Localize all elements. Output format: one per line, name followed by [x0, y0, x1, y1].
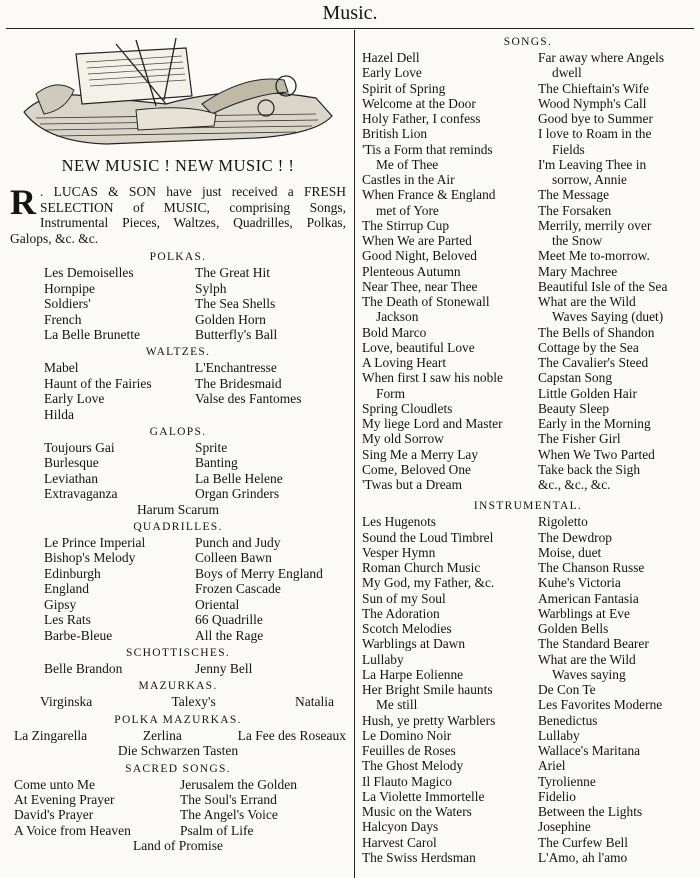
- list-item: My old Sorrow: [362, 431, 444, 447]
- list-item: Harvest Carol: [362, 834, 437, 850]
- list-item: Spirit of Spring: [362, 80, 446, 96]
- list-item: 'Twas but a Dream: [362, 477, 463, 492]
- list-item: Bold Marco: [362, 324, 427, 340]
- list-item: Cottage by the Sea: [538, 339, 639, 355]
- list-item: Waves saying: [552, 666, 626, 682]
- list-item: The Soul's Errand: [180, 791, 277, 807]
- new-music-banner: NEW MUSIC ! NEW MUSIC ! !: [61, 156, 295, 175]
- list-item: The Sea Shells: [195, 296, 276, 312]
- list-item: I'm Leaving Thee in: [538, 156, 647, 172]
- list-item: Vesper Hymn: [362, 544, 436, 560]
- list-item: French: [44, 311, 82, 327]
- list-item: Early Love: [44, 391, 105, 407]
- list-item: sorrow, Annie: [552, 172, 628, 187]
- list-item: Me of Thee: [376, 156, 439, 172]
- list-item: Beautiful Isle of the Sea: [538, 278, 668, 294]
- list-item: Warblings at Eve: [538, 605, 630, 621]
- list-item: Rigoletto: [538, 514, 588, 530]
- list-item: Good Night, Beloved: [362, 248, 477, 264]
- list-item: Hush, ye pretty Warblers: [362, 712, 496, 728]
- list-item: Early in the Morning: [538, 416, 651, 431]
- right-column: [362, 32, 694, 865]
- list-item: Sound the Loud Timbrel: [362, 529, 494, 545]
- page-title: Music.: [322, 2, 378, 24]
- list-item: Leviathan: [44, 470, 98, 486]
- list-item: Golden Horn: [195, 311, 266, 327]
- music-engraving-illustration: [16, 34, 338, 152]
- list-item: The Dewdrop: [538, 529, 612, 545]
- list-item: Sylph: [195, 280, 227, 296]
- list-item: What are the Wild: [538, 294, 636, 309]
- list-item: Lullaby: [538, 727, 580, 743]
- section-heading-mazurkas: MAZURKAS.: [138, 680, 218, 693]
- list-item: Belle Brandon: [44, 660, 123, 676]
- list-item: Come unto Me: [14, 776, 95, 792]
- list-item: Oriental: [195, 596, 240, 612]
- list-item: Music on the Waters: [362, 804, 472, 819]
- list-item: Fidelio: [538, 788, 576, 804]
- list-item: Roman Church Music: [362, 560, 481, 575]
- list-item: Come, Beloved One: [362, 461, 471, 477]
- list-item: Golden Bells: [538, 621, 609, 636]
- list-item: Colleen Bawn: [195, 550, 272, 566]
- list-item: Sprite: [195, 440, 228, 456]
- list-item: Lullaby: [362, 651, 404, 667]
- list-item: When France & England: [362, 187, 496, 203]
- list-item: La Zingarella: [14, 727, 88, 743]
- list-item: Soldiers': [44, 296, 91, 312]
- intro-paragraph: [10, 184, 346, 246]
- list-item: What are the Wild: [538, 651, 636, 667]
- list-item: The Ghost Melody: [362, 758, 464, 774]
- list-item: Feuilles de Roses: [362, 743, 456, 758]
- list-item: The Message: [538, 187, 610, 203]
- list-item: Good bye to Summer: [538, 111, 653, 126]
- list-item: Le Domino Noir: [362, 727, 452, 743]
- list-item: Les Favorites Moderne: [538, 697, 663, 713]
- list-item: My liege Lord and Master: [362, 416, 503, 431]
- list-item: David's Prayer: [14, 807, 94, 823]
- list-item: Le Prince Imperial: [44, 535, 146, 551]
- list-item: Barbe-Bleue: [44, 627, 113, 643]
- list-item: Meet Me to-morrow.: [538, 248, 650, 264]
- list-item: Punch and Judy: [195, 535, 281, 551]
- list-item: 'Tis a Form that reminds: [362, 141, 493, 157]
- list-item: Edinburgh: [44, 565, 101, 581]
- list-item: Jerusalem the Golden: [180, 776, 297, 792]
- list-item: The Death of Stonewall: [362, 294, 490, 309]
- list-item: Mabel: [44, 360, 79, 376]
- list-item: Josephine: [538, 819, 591, 835]
- list-item: Gipsy: [44, 596, 77, 612]
- list-item: Plenteous Autumn: [362, 263, 461, 279]
- waltzes-list: [10, 360, 346, 422]
- list-item: Between the Lights: [538, 804, 643, 819]
- list-item: Il Flauto Magico: [362, 773, 453, 789]
- drop-cap: R: [10, 182, 36, 222]
- list-item: La Harpe Eolienne: [362, 666, 464, 682]
- list-item: [195, 407, 346, 422]
- list-item: Wallace's Maritana: [538, 743, 641, 758]
- list-item: Les Demoiselles: [44, 265, 134, 281]
- list-item: Natalia: [295, 694, 334, 710]
- list-item: Welcome at the Door: [362, 95, 476, 111]
- list-item: Ariel: [538, 758, 566, 774]
- list-item: Jenny Bell: [195, 660, 253, 676]
- list-item: Extravaganza: [44, 486, 118, 502]
- list-item: Kuhe's Victoria: [538, 575, 621, 591]
- list-item: The Curfew Bell: [538, 834, 628, 850]
- section-heading-sacred-songs: SACRED SONGS.: [125, 762, 231, 775]
- list-item: 66 Quadrille: [195, 612, 263, 628]
- list-item: Her Bright Smile haunts: [362, 682, 493, 697]
- list-item: Moise, duet: [538, 544, 602, 560]
- mazurkas-list: [10, 694, 346, 709]
- list-item: Toujours Gai: [44, 440, 115, 456]
- galops-list: [10, 440, 346, 502]
- list-item: Spring Cloudlets: [362, 400, 453, 416]
- list-item: Love, beautiful Love: [362, 339, 475, 355]
- section-heading-waltzes: WALTZES.: [145, 346, 211, 359]
- list-item: My God, my Father, &c.: [362, 575, 495, 591]
- list-item: I love to Roam in the: [538, 126, 652, 142]
- list-item: Warblings at Dawn: [362, 636, 466, 652]
- list-item: Benedictus: [538, 712, 598, 728]
- instrumental-list: [362, 514, 694, 865]
- list-item: Scotch Melodies: [362, 621, 452, 636]
- list-item: Land of Promise: [133, 838, 223, 854]
- list-item: The Adoration: [362, 605, 440, 621]
- list-item: Sun of my Soul: [362, 590, 446, 606]
- list-item: Les Rats: [44, 612, 91, 628]
- list-item: Capstan Song: [538, 370, 613, 386]
- songs-list: [362, 50, 694, 492]
- list-item: Me still: [376, 697, 418, 713]
- list-item: the Snow: [552, 233, 603, 248]
- list-item: The Great Hit: [195, 265, 270, 281]
- list-item: Butterfly's Ball: [195, 327, 278, 342]
- list-item: La Belle Brunette: [44, 327, 140, 342]
- list-item: A Voice from Heaven: [14, 822, 131, 838]
- list-item: La Violette Immortelle: [362, 788, 485, 804]
- list-item: Near Thee, near Thee: [362, 278, 478, 294]
- list-item: Beauty Sleep: [538, 400, 610, 416]
- section-heading-schottisches: SCHOTTISCHES.: [125, 646, 231, 659]
- sacred-songs-list: [10, 777, 346, 839]
- list-item: Haunt of the Fairies: [44, 375, 152, 391]
- quadrilles-list: [10, 535, 346, 643]
- list-item: The Swiss Herdsman: [362, 849, 476, 865]
- list-item: Fields: [552, 141, 585, 157]
- list-item: Halcyon Days: [362, 819, 439, 835]
- section-heading-polka-mazurkas: POLKA MAZURKAS.: [114, 713, 242, 726]
- list-item: When We are Parted: [362, 233, 472, 248]
- list-item: Die Schwarzen Tasten: [117, 743, 239, 759]
- section-heading-instrumental: INSTRUMENTAL.: [473, 500, 583, 513]
- list-item: Early Love: [362, 65, 422, 81]
- list-item: Psalm of Life: [180, 822, 254, 838]
- list-item: Hilda: [44, 406, 74, 422]
- list-item: The Chieftain's Wife: [538, 80, 649, 96]
- list-item: Waves Saying (duet): [552, 309, 664, 325]
- list-item: La Belle Helene: [195, 470, 283, 486]
- list-item: The Standard Bearer: [538, 636, 649, 652]
- list-item: The Bells of Shandon: [538, 324, 655, 340]
- list-item: Hazel Dell: [362, 50, 420, 65]
- schottisches-list: [10, 661, 346, 676]
- list-item: Frozen Cascade: [195, 581, 281, 597]
- list-item: A Loving Heart: [362, 355, 447, 370]
- list-item: Tyrolienne: [538, 773, 596, 789]
- list-item: Banting: [195, 455, 238, 471]
- list-item: The Stirrup Cup: [362, 217, 450, 233]
- list-item: Holy Father, I confess: [362, 111, 481, 126]
- list-item: Virginska: [40, 694, 93, 710]
- list-item: When We Two Parted: [538, 446, 655, 462]
- list-item: When first I saw his noble: [362, 370, 503, 386]
- list-item: Mary Machree: [538, 263, 618, 279]
- list-item: met of Yore: [376, 202, 439, 218]
- list-item: England: [44, 581, 89, 597]
- list-item: British Lion: [362, 126, 428, 142]
- list-item: Sing Me a Merry Lay: [362, 446, 479, 462]
- list-item: De Con Te: [538, 682, 596, 697]
- list-item: All the Rage: [195, 627, 264, 643]
- list-item: &c., &c., &c.: [538, 477, 611, 492]
- section-heading-polkas: POLKAS.: [149, 251, 207, 264]
- list-item: Merrily, merrily over: [538, 217, 652, 233]
- list-item: At Evening Prayer: [14, 791, 115, 807]
- list-item: American Fantasia: [538, 590, 639, 606]
- list-item: Jackson: [376, 309, 419, 325]
- list-item: Wood Nymph's Call: [538, 95, 647, 111]
- list-item: Bishop's Melody: [44, 550, 136, 566]
- section-heading-quadrilles: QUADRILLES.: [133, 521, 223, 534]
- intro-text: . LUCAS & SON have just received a FRESH SELECTION of MUSIC, comprising Songs, Instrumental Pieces, Waltzes, Quadrilles, Polkas, Galops, &c. &c.: [10, 184, 346, 246]
- list-item: The Forsaken: [538, 202, 612, 218]
- list-item: The Cavalier's Steed: [538, 355, 649, 370]
- list-item: L'Enchantresse: [195, 360, 277, 376]
- list-item: Form: [376, 385, 406, 401]
- polkas-list: [10, 265, 346, 342]
- list-item: Organ Grinders: [195, 486, 280, 502]
- list-item: L'Amo, ah l'amo: [538, 849, 628, 865]
- list-item: The Angel's Voice: [180, 807, 278, 823]
- left-column: [10, 32, 346, 854]
- list-item: Les Hugenots: [362, 514, 437, 530]
- list-item: dwell: [552, 65, 582, 81]
- list-item: Zerlina: [142, 727, 182, 743]
- list-item: Valse des Fantomes: [195, 391, 302, 407]
- section-heading-galops: GALOPS.: [149, 426, 207, 439]
- list-item: La Fee des Roseaux: [237, 727, 346, 743]
- list-item: Burlesque: [44, 455, 99, 471]
- column-divider: [354, 30, 355, 878]
- list-item: Castles in the Air: [362, 172, 455, 187]
- list-item: Harum Scarum: [136, 501, 220, 517]
- list-item: Hornpipe: [44, 280, 95, 296]
- list-item: The Chanson Russe: [538, 560, 645, 575]
- list-item: Boys of Merry England: [195, 565, 323, 581]
- list-item: Far away where Angels: [538, 50, 665, 65]
- list-item: The Fisher Girl: [538, 431, 621, 447]
- list-item: Take back the Sigh: [538, 461, 641, 477]
- instruments-sheet-music-icon: [16, 34, 338, 152]
- polka-mazurkas-list: [10, 728, 346, 743]
- list-item: Little Golden Hair: [538, 385, 637, 401]
- list-item: The Bridesmaid: [195, 375, 282, 391]
- list-item: Talexy's: [171, 694, 216, 710]
- section-heading-songs: SONGS.: [503, 36, 553, 48]
- top-rule: [6, 28, 694, 29]
